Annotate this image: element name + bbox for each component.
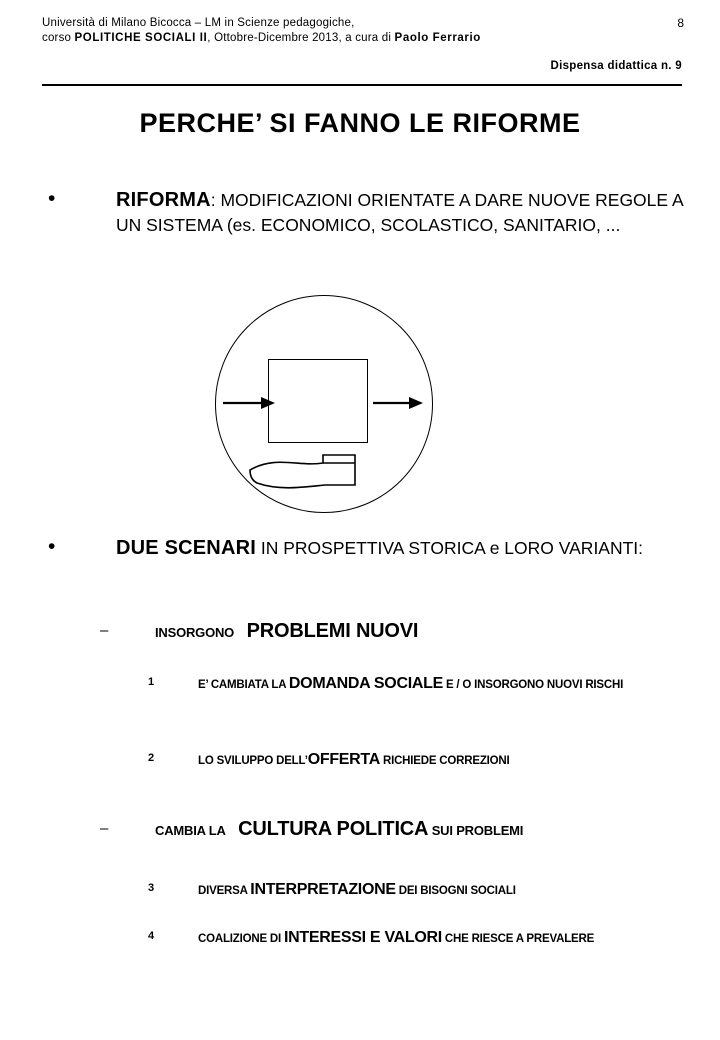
scenario-2-title: CULTURA POLITICA — [238, 818, 429, 840]
bullet-1-text — [116, 188, 696, 238]
item-2-keyword: OFFERTA — [307, 751, 380, 768]
scenario-1-label — [155, 620, 418, 643]
dash-marker-icon-1: – — [100, 622, 109, 639]
item-1-pre: E’ CAMBIATA LA — [198, 679, 289, 691]
bullet-2-keyword: DUE SCENARI — [116, 537, 256, 559]
item-3-keyword: INTERPRETAZIONE — [250, 881, 396, 898]
item-2-pre: LO SVILUPPO DELL’ — [198, 755, 308, 767]
item-1-text — [198, 674, 720, 695]
header-course-period: , Ottobre-Dicembre 2013, a cura di — [207, 32, 395, 44]
bullet-1-keyword: RIFORMA — [116, 189, 211, 211]
item-2-text — [198, 750, 720, 771]
header-author: Paolo Ferrario — [394, 32, 481, 44]
item-number-3: 3 — [148, 882, 155, 894]
item-3-post: DEI BISOGNI SOCIALI — [395, 885, 516, 897]
document-header — [42, 16, 682, 46]
scenario-2-lead: CAMBIA LA — [155, 823, 226, 838]
item-3-pre: DIVERSA — [198, 885, 251, 897]
scenario-2-suffix: SUI PROBLEMI — [428, 823, 524, 838]
header-line-1 — [42, 16, 682, 31]
bullet-marker-icon-2: • — [48, 535, 56, 558]
page-number: 8 — [677, 16, 684, 30]
header-course-name: POLITICHE SOCIALI II — [74, 32, 208, 44]
item-4-pre: COALIZIONE DI — [198, 933, 285, 945]
item-1-post: E / O INSORGONO NUOVI RISCHI — [442, 679, 624, 691]
item-4-keyword: INTERESSI E VALORI — [284, 929, 442, 946]
handout-label: Dispensa didattica n. 9 — [550, 60, 682, 72]
bullet-marker-icon: • — [48, 187, 56, 210]
item-number-2: 2 — [148, 752, 155, 764]
bullet-1-body: : MODIFICAZIONI ORIENTATE A DARE NUOVE REGOLE A UN SISTEMA (es. ECONOMICO, SCOLASTICO, SANITARIO, ... — [116, 190, 683, 235]
item-4-text — [198, 928, 720, 949]
header-divider — [42, 84, 682, 86]
item-4-post: CHE RIESCE A PREVALERE — [441, 933, 595, 945]
header-line-2 — [42, 31, 682, 46]
item-number-4: 4 — [148, 930, 155, 942]
item-2-post: RICHIEDE CORREZIONI — [379, 755, 510, 767]
bullet-2-body: IN PROSPETTIVA STORICA e LORO VARIANTI: — [256, 538, 644, 558]
header-course-prefix: corso — [42, 32, 75, 44]
header-university: Università di Milano Bicocca – LM in Scienze pedagogiche, — [42, 17, 355, 29]
item-3-text — [198, 880, 720, 901]
scenario-1-title: PROBLEMI NUOVI — [246, 620, 419, 642]
dash-marker-icon-2: – — [100, 820, 109, 837]
item-1-keyword: DOMANDA SOCIALE — [288, 675, 443, 692]
bullet-2-text — [116, 536, 696, 560]
item-number-1: 1 — [148, 676, 155, 688]
diagram-arrows-icon — [205, 295, 445, 530]
scenario-1-lead: INSORGONO — [155, 625, 235, 640]
page-title: PERCHE’ SI FANNO LE RIFORME — [139, 108, 581, 138]
scenario-2-label — [155, 818, 523, 841]
system-reform-diagram — [205, 295, 445, 530]
